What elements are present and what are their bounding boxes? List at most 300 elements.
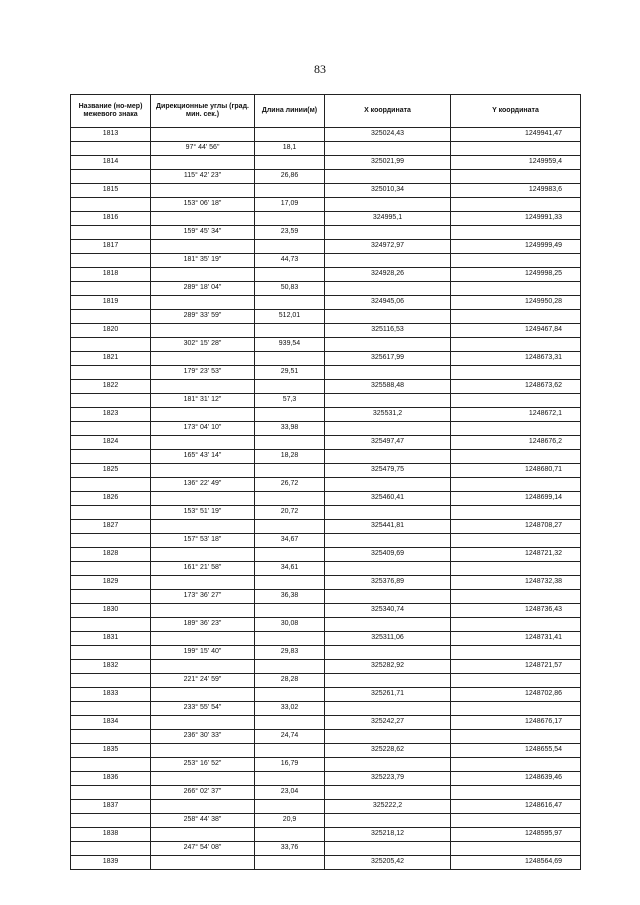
empty-cell bbox=[451, 758, 581, 771]
x-coordinate: 325218,12 bbox=[325, 828, 451, 841]
empty-cell bbox=[325, 254, 451, 267]
coordinates-table bbox=[70, 94, 581, 870]
table-row bbox=[71, 730, 581, 744]
table-row bbox=[71, 548, 581, 562]
empty-cell bbox=[71, 674, 151, 687]
line-length: 57,3 bbox=[255, 394, 325, 407]
table-row bbox=[71, 198, 581, 212]
table-row bbox=[71, 142, 581, 156]
empty-cell bbox=[71, 618, 151, 631]
point-name: 1831 bbox=[71, 632, 151, 645]
empty-cell bbox=[255, 380, 325, 393]
x-coordinate: 324928,26 bbox=[325, 268, 451, 281]
direction-angle: 247° 54' 08" bbox=[151, 842, 255, 855]
empty-cell bbox=[71, 842, 151, 855]
empty-cell bbox=[151, 800, 255, 813]
table-row bbox=[71, 268, 581, 282]
point-name: 1830 bbox=[71, 604, 151, 617]
empty-cell bbox=[151, 240, 255, 253]
direction-angle: 253° 16' 52" bbox=[151, 758, 255, 771]
empty-cell bbox=[71, 534, 151, 547]
table-row bbox=[71, 562, 581, 576]
table-row bbox=[71, 716, 581, 730]
empty-cell bbox=[151, 464, 255, 477]
x-coordinate: 325261,71 bbox=[325, 688, 451, 701]
empty-cell bbox=[325, 674, 451, 687]
line-length: 26,86 bbox=[255, 170, 325, 183]
empty-cell bbox=[255, 464, 325, 477]
empty-cell bbox=[255, 828, 325, 841]
empty-cell bbox=[71, 226, 151, 239]
empty-cell bbox=[151, 156, 255, 169]
table-row bbox=[71, 786, 581, 800]
point-name: 1828 bbox=[71, 548, 151, 561]
empty-cell bbox=[451, 506, 581, 519]
empty-cell bbox=[325, 142, 451, 155]
line-length: 33,76 bbox=[255, 842, 325, 855]
line-length: 18,28 bbox=[255, 450, 325, 463]
header-y: Y координата bbox=[451, 95, 581, 127]
y-coordinate: 1249467,84 bbox=[451, 324, 581, 337]
table-row bbox=[71, 296, 581, 310]
x-coordinate: 325340,74 bbox=[325, 604, 451, 617]
table-row bbox=[71, 688, 581, 702]
empty-cell bbox=[255, 632, 325, 645]
empty-cell bbox=[325, 170, 451, 183]
x-coordinate: 324945,06 bbox=[325, 296, 451, 309]
empty-cell bbox=[255, 716, 325, 729]
table-row bbox=[71, 744, 581, 758]
empty-cell bbox=[451, 478, 581, 491]
direction-angle: 221° 24' 59" bbox=[151, 674, 255, 687]
direction-angle: 289° 33' 59" bbox=[151, 310, 255, 323]
empty-cell bbox=[255, 296, 325, 309]
x-coordinate: 325531,2 bbox=[325, 408, 451, 421]
line-length: 20,72 bbox=[255, 506, 325, 519]
page-number: 83 bbox=[314, 62, 326, 76]
direction-angle: 189° 36' 23" bbox=[151, 618, 255, 631]
x-coordinate: 325588,48 bbox=[325, 380, 451, 393]
empty-cell bbox=[325, 422, 451, 435]
empty-cell bbox=[255, 492, 325, 505]
x-coordinate: 325479,75 bbox=[325, 464, 451, 477]
point-name: 1836 bbox=[71, 772, 151, 785]
y-coordinate: 1248616,47 bbox=[451, 800, 581, 813]
line-length: 939,54 bbox=[255, 338, 325, 351]
table-row bbox=[71, 492, 581, 506]
empty-cell bbox=[151, 296, 255, 309]
point-name: 1829 bbox=[71, 576, 151, 589]
x-coordinate: 325441,81 bbox=[325, 520, 451, 533]
table-row bbox=[71, 254, 581, 268]
empty-cell bbox=[451, 562, 581, 575]
empty-cell bbox=[151, 604, 255, 617]
direction-angle: 173° 04' 10" bbox=[151, 422, 255, 435]
table-row bbox=[71, 534, 581, 548]
empty-cell bbox=[451, 674, 581, 687]
empty-cell bbox=[451, 170, 581, 183]
empty-cell bbox=[151, 520, 255, 533]
empty-cell bbox=[151, 856, 255, 869]
table-row bbox=[71, 338, 581, 352]
direction-angle: 289° 18' 04" bbox=[151, 282, 255, 295]
empty-cell bbox=[451, 702, 581, 715]
empty-cell bbox=[325, 590, 451, 603]
empty-cell bbox=[71, 282, 151, 295]
line-length: 33,02 bbox=[255, 702, 325, 715]
table-row bbox=[71, 828, 581, 842]
empty-cell bbox=[151, 436, 255, 449]
empty-cell bbox=[71, 394, 151, 407]
line-length: 34,61 bbox=[255, 562, 325, 575]
table-row bbox=[71, 366, 581, 380]
line-length: 17,09 bbox=[255, 198, 325, 211]
empty-cell bbox=[451, 198, 581, 211]
table-body bbox=[71, 128, 581, 870]
y-coordinate: 1249991,33 bbox=[451, 212, 581, 225]
point-name: 1835 bbox=[71, 744, 151, 757]
x-coordinate: 325497,47 bbox=[325, 436, 451, 449]
table-row bbox=[71, 632, 581, 646]
table-row bbox=[71, 184, 581, 198]
table-row bbox=[71, 324, 581, 338]
point-name: 1838 bbox=[71, 828, 151, 841]
empty-cell bbox=[451, 646, 581, 659]
empty-cell bbox=[151, 380, 255, 393]
empty-cell bbox=[255, 772, 325, 785]
empty-cell bbox=[71, 254, 151, 267]
table-row bbox=[71, 772, 581, 786]
y-coordinate: 1248721,57 bbox=[451, 660, 581, 673]
line-length: 23,59 bbox=[255, 226, 325, 239]
line-length: 18,1 bbox=[255, 142, 325, 155]
table-row bbox=[71, 128, 581, 142]
line-length: 30,08 bbox=[255, 618, 325, 631]
empty-cell bbox=[325, 282, 451, 295]
y-coordinate: 1249959,4 bbox=[451, 156, 581, 169]
empty-cell bbox=[71, 506, 151, 519]
table-row bbox=[71, 352, 581, 366]
table-row bbox=[71, 800, 581, 814]
table-row bbox=[71, 660, 581, 674]
line-length: 33,98 bbox=[255, 422, 325, 435]
header-name: Название (но-мер) межевого знака bbox=[71, 95, 151, 127]
empty-cell bbox=[451, 254, 581, 267]
x-coordinate: 325409,69 bbox=[325, 548, 451, 561]
empty-cell bbox=[255, 856, 325, 869]
empty-cell bbox=[451, 282, 581, 295]
direction-angle: 199° 15' 40" bbox=[151, 646, 255, 659]
empty-cell bbox=[325, 366, 451, 379]
direction-angle: 302° 15' 28" bbox=[151, 338, 255, 351]
empty-cell bbox=[451, 366, 581, 379]
y-coordinate: 1248708,27 bbox=[451, 520, 581, 533]
point-name: 1825 bbox=[71, 464, 151, 477]
empty-cell bbox=[151, 408, 255, 421]
x-coordinate: 325010,34 bbox=[325, 184, 451, 197]
empty-cell bbox=[325, 506, 451, 519]
empty-cell bbox=[451, 142, 581, 155]
empty-cell bbox=[71, 310, 151, 323]
empty-cell bbox=[151, 548, 255, 561]
empty-cell bbox=[451, 814, 581, 827]
point-name: 1822 bbox=[71, 380, 151, 393]
empty-cell bbox=[255, 660, 325, 673]
point-name: 1832 bbox=[71, 660, 151, 673]
empty-cell bbox=[255, 576, 325, 589]
x-coordinate: 325024,43 bbox=[325, 128, 451, 141]
table-row bbox=[71, 618, 581, 632]
empty-cell bbox=[255, 800, 325, 813]
table-row bbox=[71, 310, 581, 324]
empty-cell bbox=[151, 324, 255, 337]
empty-cell bbox=[151, 772, 255, 785]
empty-cell bbox=[151, 716, 255, 729]
direction-angle: 258° 44' 38" bbox=[151, 814, 255, 827]
table-row bbox=[71, 408, 581, 422]
point-name: 1817 bbox=[71, 240, 151, 253]
y-coordinate: 1248655,54 bbox=[451, 744, 581, 757]
empty-cell bbox=[255, 436, 325, 449]
point-name: 1823 bbox=[71, 408, 151, 421]
empty-cell bbox=[325, 702, 451, 715]
empty-cell bbox=[325, 534, 451, 547]
line-length: 16,79 bbox=[255, 758, 325, 771]
direction-angle: 97° 44' 56" bbox=[151, 142, 255, 155]
empty-cell bbox=[71, 786, 151, 799]
table-row bbox=[71, 156, 581, 170]
point-name: 1837 bbox=[71, 800, 151, 813]
point-name: 1834 bbox=[71, 716, 151, 729]
empty-cell bbox=[71, 562, 151, 575]
empty-cell bbox=[325, 338, 451, 351]
empty-cell bbox=[71, 142, 151, 155]
empty-cell bbox=[325, 758, 451, 771]
table-row bbox=[71, 814, 581, 828]
empty-cell bbox=[451, 450, 581, 463]
point-name: 1839 bbox=[71, 856, 151, 869]
table-row bbox=[71, 842, 581, 856]
direction-angle: 233° 55' 54" bbox=[151, 702, 255, 715]
line-length: 28,28 bbox=[255, 674, 325, 687]
point-name: 1818 bbox=[71, 268, 151, 281]
line-length: 26,72 bbox=[255, 478, 325, 491]
empty-cell bbox=[451, 534, 581, 547]
table-row bbox=[71, 212, 581, 226]
empty-cell bbox=[255, 184, 325, 197]
point-name: 1816 bbox=[71, 212, 151, 225]
table-row bbox=[71, 478, 581, 492]
x-coordinate: 325228,62 bbox=[325, 744, 451, 757]
direction-angle: 115° 42' 23" bbox=[151, 170, 255, 183]
y-coordinate: 1248702,86 bbox=[451, 688, 581, 701]
table-row bbox=[71, 240, 581, 254]
point-name: 1827 bbox=[71, 520, 151, 533]
empty-cell bbox=[71, 450, 151, 463]
direction-angle: 161° 21' 58" bbox=[151, 562, 255, 575]
empty-cell bbox=[451, 618, 581, 631]
line-length: 24,74 bbox=[255, 730, 325, 743]
empty-cell bbox=[255, 520, 325, 533]
empty-cell bbox=[71, 758, 151, 771]
empty-cell bbox=[151, 268, 255, 281]
empty-cell bbox=[325, 562, 451, 575]
table-row bbox=[71, 450, 581, 464]
x-coordinate: 325617,99 bbox=[325, 352, 451, 365]
table-row bbox=[71, 226, 581, 240]
y-coordinate: 1248672,1 bbox=[451, 408, 581, 421]
direction-angle: 153° 51' 19" bbox=[151, 506, 255, 519]
empty-cell bbox=[325, 786, 451, 799]
direction-angle: 153° 06' 18" bbox=[151, 198, 255, 211]
y-coordinate: 1248731,41 bbox=[451, 632, 581, 645]
table-header bbox=[71, 95, 581, 128]
table-row bbox=[71, 436, 581, 450]
y-coordinate: 1248673,62 bbox=[451, 380, 581, 393]
empty-cell bbox=[71, 702, 151, 715]
header-x: X координата bbox=[325, 95, 451, 127]
empty-cell bbox=[451, 786, 581, 799]
table-row bbox=[71, 856, 581, 870]
line-length: 512,01 bbox=[255, 310, 325, 323]
empty-cell bbox=[255, 408, 325, 421]
header-length: Длина линии(м) bbox=[255, 95, 325, 127]
y-coordinate: 1249998,25 bbox=[451, 268, 581, 281]
direction-angle: 165° 43' 14" bbox=[151, 450, 255, 463]
direction-angle: 181° 31' 12" bbox=[151, 394, 255, 407]
x-coordinate: 325282,92 bbox=[325, 660, 451, 673]
empty-cell bbox=[451, 842, 581, 855]
point-name: 1824 bbox=[71, 436, 151, 449]
empty-cell bbox=[325, 310, 451, 323]
empty-cell bbox=[71, 366, 151, 379]
empty-cell bbox=[255, 240, 325, 253]
table-row bbox=[71, 646, 581, 660]
empty-cell bbox=[151, 660, 255, 673]
empty-cell bbox=[255, 212, 325, 225]
line-length: 20,9 bbox=[255, 814, 325, 827]
empty-cell bbox=[71, 338, 151, 351]
empty-cell bbox=[255, 128, 325, 141]
empty-cell bbox=[71, 170, 151, 183]
empty-cell bbox=[151, 576, 255, 589]
x-coordinate: 325116,53 bbox=[325, 324, 451, 337]
table-row bbox=[71, 170, 581, 184]
empty-cell bbox=[255, 688, 325, 701]
empty-cell bbox=[255, 156, 325, 169]
empty-cell bbox=[325, 450, 451, 463]
table-row bbox=[71, 282, 581, 296]
point-name: 1813 bbox=[71, 128, 151, 141]
empty-cell bbox=[451, 590, 581, 603]
empty-cell bbox=[151, 492, 255, 505]
table-row bbox=[71, 576, 581, 590]
empty-cell bbox=[71, 646, 151, 659]
y-coordinate: 1248680,71 bbox=[451, 464, 581, 477]
empty-cell bbox=[151, 352, 255, 365]
empty-cell bbox=[325, 394, 451, 407]
y-coordinate: 1248673,31 bbox=[451, 352, 581, 365]
y-coordinate: 1248595,97 bbox=[451, 828, 581, 841]
y-coordinate: 1248699,14 bbox=[451, 492, 581, 505]
point-name: 1815 bbox=[71, 184, 151, 197]
empty-cell bbox=[255, 744, 325, 757]
direction-angle: 266° 02' 37" bbox=[151, 786, 255, 799]
direction-angle: 136° 22' 49" bbox=[151, 478, 255, 491]
y-coordinate: 1249941,47 bbox=[451, 128, 581, 141]
empty-cell bbox=[151, 828, 255, 841]
point-name: 1821 bbox=[71, 352, 151, 365]
point-name: 1820 bbox=[71, 324, 151, 337]
table-row bbox=[71, 380, 581, 394]
table-row bbox=[71, 674, 581, 688]
line-length: 29,83 bbox=[255, 646, 325, 659]
point-name: 1819 bbox=[71, 296, 151, 309]
empty-cell bbox=[451, 730, 581, 743]
direction-angle: 159° 45' 34" bbox=[151, 226, 255, 239]
empty-cell bbox=[325, 730, 451, 743]
line-length: 34,67 bbox=[255, 534, 325, 547]
y-coordinate: 1248676,17 bbox=[451, 716, 581, 729]
x-coordinate: 325460,41 bbox=[325, 492, 451, 505]
line-length: 36,38 bbox=[255, 590, 325, 603]
direction-angle: 173° 36' 27" bbox=[151, 590, 255, 603]
empty-cell bbox=[151, 128, 255, 141]
x-coordinate: 324972,97 bbox=[325, 240, 451, 253]
empty-cell bbox=[255, 604, 325, 617]
empty-cell bbox=[255, 548, 325, 561]
y-coordinate: 1248732,38 bbox=[451, 576, 581, 589]
header-angle: Дирекционные углы (град. мин. сек.) bbox=[151, 95, 255, 127]
empty-cell bbox=[71, 198, 151, 211]
empty-cell bbox=[325, 842, 451, 855]
empty-cell bbox=[451, 226, 581, 239]
direction-angle: 179° 23' 53" bbox=[151, 366, 255, 379]
x-coordinate: 325205,42 bbox=[325, 856, 451, 869]
y-coordinate: 1248676,2 bbox=[451, 436, 581, 449]
y-coordinate: 1248736,43 bbox=[451, 604, 581, 617]
empty-cell bbox=[255, 352, 325, 365]
empty-cell bbox=[255, 324, 325, 337]
table-row bbox=[71, 520, 581, 534]
empty-cell bbox=[451, 422, 581, 435]
point-name: 1833 bbox=[71, 688, 151, 701]
y-coordinate: 1249983,6 bbox=[451, 184, 581, 197]
empty-cell bbox=[451, 394, 581, 407]
empty-cell bbox=[325, 226, 451, 239]
x-coordinate: 325242,27 bbox=[325, 716, 451, 729]
direction-angle: 157° 53' 18" bbox=[151, 534, 255, 547]
line-length: 44,73 bbox=[255, 254, 325, 267]
point-name: 1814 bbox=[71, 156, 151, 169]
table-row bbox=[71, 506, 581, 520]
empty-cell bbox=[151, 212, 255, 225]
empty-cell bbox=[451, 338, 581, 351]
x-coordinate: 325021,99 bbox=[325, 156, 451, 169]
table-row bbox=[71, 590, 581, 604]
line-length: 29,51 bbox=[255, 366, 325, 379]
empty-cell bbox=[151, 688, 255, 701]
table-row bbox=[71, 758, 581, 772]
empty-cell bbox=[71, 590, 151, 603]
direction-angle: 181° 35' 19" bbox=[151, 254, 255, 267]
empty-cell bbox=[151, 744, 255, 757]
y-coordinate: 1248564,69 bbox=[451, 856, 581, 869]
y-coordinate: 1248639,46 bbox=[451, 772, 581, 785]
table-row bbox=[71, 604, 581, 618]
table-row bbox=[71, 702, 581, 716]
y-coordinate: 1249950,28 bbox=[451, 296, 581, 309]
